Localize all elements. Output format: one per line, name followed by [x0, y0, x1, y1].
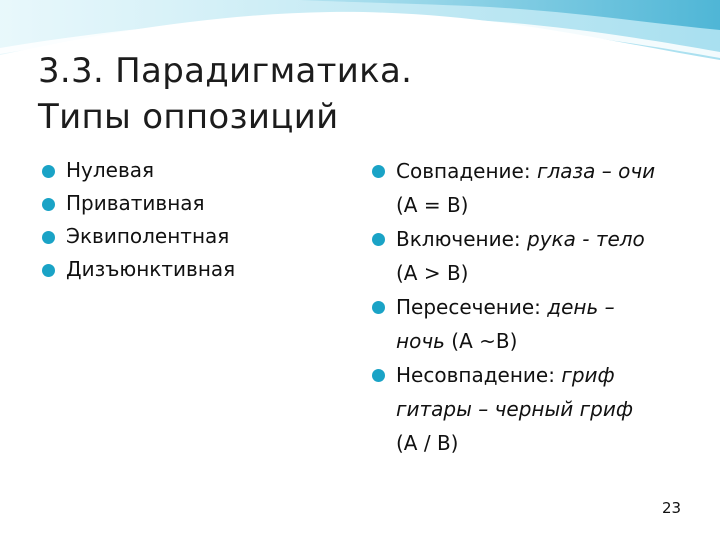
list-item-line [396, 290, 692, 324]
relation-example: глаза – очи [536, 159, 656, 183]
list-item [42, 253, 352, 286]
opposition-types-list [42, 154, 352, 286]
left-list-column [42, 154, 352, 286]
list-item [42, 187, 352, 220]
bullet-icon [42, 165, 55, 178]
relation-formula: (А > В) [396, 261, 469, 285]
bullet-icon [372, 301, 385, 314]
list-item-line [396, 154, 692, 188]
relation-formula: (А ~В) [444, 329, 518, 353]
list-item [372, 222, 692, 290]
bullet-icon [42, 231, 55, 244]
bullet-icon [42, 198, 55, 211]
relation-formula: (А = В) [396, 193, 469, 217]
bullet-icon [372, 165, 385, 178]
list-item-label: Дизъюнктивная [66, 257, 236, 281]
list-item-label: Эквиполентная [66, 224, 230, 248]
list-item-line [396, 392, 692, 426]
relation-name: Пересечение: [396, 295, 548, 319]
list-item [372, 290, 692, 358]
list-item [372, 358, 692, 460]
list-item-label: Нулевая [66, 158, 155, 182]
right-list-column [372, 154, 692, 460]
list-item-label: Привативная [66, 191, 205, 215]
bullet-icon [372, 369, 385, 382]
relation-example: рука - тело [527, 227, 645, 251]
relation-name: Несовпадение: [396, 363, 562, 387]
relation-name: Совпадение: [396, 159, 537, 183]
slide-title [38, 48, 558, 140]
relation-types-list [372, 154, 692, 460]
bullet-icon [372, 233, 385, 246]
list-item-line [396, 222, 692, 256]
list-item [42, 220, 352, 253]
list-item [42, 154, 352, 187]
list-item [372, 154, 692, 222]
list-item-line [396, 324, 692, 358]
relation-example: ночь [396, 329, 445, 353]
relation-example: гриф [561, 363, 615, 387]
slide-title-line-2: Типы оппозиций [38, 97, 339, 137]
relation-example: день – [547, 295, 615, 319]
page-number: 23 [662, 499, 682, 517]
bullet-icon [42, 264, 55, 277]
relation-formula: (А / В) [396, 431, 459, 455]
relation-example: гитары – черный гриф [396, 397, 633, 421]
slide-title-line-1: 3.3. Парадигматика. [38, 51, 413, 91]
relation-name: Включение: [396, 227, 528, 251]
list-item-line [396, 358, 692, 392]
